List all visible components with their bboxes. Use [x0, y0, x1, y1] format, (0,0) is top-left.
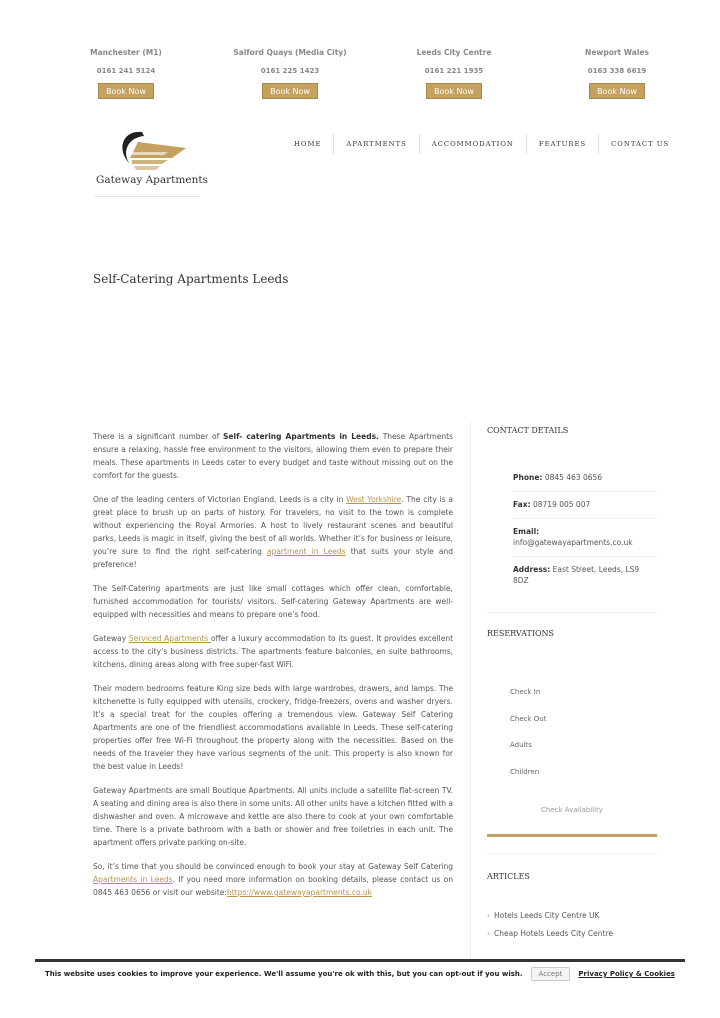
location-phone[interactable]: 0161 241 5124 — [96, 67, 156, 75]
location-phone[interactable]: 0163 338 6619 — [587, 67, 647, 75]
paragraph: Gateway Apartments are small Boutique Apartments. All units include a satellite flat-screen TV. A seating and dining area is also there in some units. All other units have a kitchen fitted with a dishwasher and oven. A microwave and kettle are also there to cook at your own comfortable time. There is a private bathroom with a bath or shower and free toiletries in each unit. The apartment offers private parking on-site. — [93, 786, 454, 847]
text: One of the leading centers of Victorian England, Leeds is a city in — [93, 495, 347, 504]
label: Email: — [513, 527, 540, 536]
book-now-button[interactable]: Book Now — [98, 83, 154, 99]
children-field[interactable]: Children — [510, 767, 540, 776]
nav-apartments[interactable]: APARTMENTS — [334, 134, 419, 154]
bold-text: Self- catering Apartments in Leeds. — [223, 432, 379, 441]
location-name: Manchester (M1) — [90, 48, 162, 57]
articles-heading: ARTICLES — [487, 872, 530, 881]
contact-list — [487, 465, 657, 594]
apartment-in-leeds-link[interactable]: apartment in Leeds — [266, 547, 346, 556]
contact-fax — [513, 492, 657, 519]
address-value: East Street, Leeds, LS9 8DZ — [513, 565, 640, 585]
privacy-policy-link[interactable]: Privacy Policy & Cookies — [578, 970, 675, 978]
reservations-heading: RESERVATIONS — [487, 629, 555, 638]
location-bar — [90, 48, 653, 108]
check-in-field[interactable]: Check In — [510, 688, 541, 696]
book-now-button[interactable]: Book Now — [589, 83, 645, 99]
location-phone[interactable]: 0161 225 1423 — [260, 67, 320, 75]
text: . If you need more information on booking details, please contact us on 0845 463 0656 or visit our website: — [93, 875, 453, 897]
main-nav — [282, 134, 681, 154]
gateway-logo-icon — [94, 128, 210, 176]
cookie-message: This website uses cookies to improve your experience. We'll assume you're ok with this, but you can opt-out if you wish. — [45, 970, 523, 978]
check-out-field[interactable]: Check Out — [510, 714, 547, 723]
divider — [487, 853, 657, 854]
paragraph — [93, 430, 453, 482]
paragraph: The Self-Catering apartments are just like small cottages which offer clean, comfortable, furnished accommodation for tourists/ visitors. Self-catering Gateway Apartments are well-equipped with necessities and means to prepare one’s food. — [93, 584, 453, 619]
location-phone[interactable]: 0161 221 1935 — [424, 67, 484, 75]
text: These Apartments ensure a relaxing, hassle free environment to the visitors, allowing them even to prepare their meals. These apartments in Leeds cater to every budget and taste without missing out on the comfort for the guests. — [93, 432, 453, 480]
column-divider — [470, 422, 471, 962]
text: that suits your style and preference! — [93, 547, 454, 569]
paragraph — [93, 860, 453, 899]
chevron-right-icon: › — [487, 928, 490, 938]
text: offer a luxury accommodation to its guest. It provides excellent access to the city’s business districts. The apartments feature balconies, en suite bathrooms, kitchens, dining areas along with free super-fast WiFi. — [93, 634, 454, 669]
location-salford — [230, 48, 350, 99]
reservation-form — [487, 688, 657, 814]
book-now-button[interactable]: Book Now — [426, 83, 482, 99]
paragraph — [93, 632, 453, 671]
book-now-button[interactable]: Book Now — [262, 83, 318, 99]
accent-bar — [487, 834, 657, 837]
location-newport — [557, 48, 677, 99]
fax-value: 08719 005 007 — [532, 500, 591, 509]
location-leeds — [394, 48, 514, 99]
article-link[interactable] — [487, 929, 657, 947]
page-title: Self-Catering Apartments Leeds — [93, 272, 289, 286]
site-logo[interactable] — [94, 128, 210, 198]
divider — [487, 612, 657, 613]
location-name: Leeds City Centre — [416, 48, 492, 57]
nav-features[interactable]: FEATURES — [527, 134, 599, 154]
location-name: Salford Quays (Media City) — [233, 48, 347, 57]
email-value[interactable]: info@gatewayapartments.co.uk — [513, 538, 633, 547]
article-list — [487, 911, 657, 946]
text: . The city is a great place to brush up on parts of history. For travelers, no visit to the town is complete without experiencing the Royal Armories. A host to lively restaurant scenes and beautiful parks, Leeds is magic in itself, giving the best of all worlds. Whether it’s for business or leisure, you’re sure to find the right self-catering — [93, 495, 453, 556]
sidebar — [487, 426, 657, 946]
text: There is a significant number of — [93, 432, 224, 441]
label: Fax: — [513, 500, 531, 509]
chevron-right-icon: › — [487, 911, 490, 920]
article-link[interactable] — [487, 911, 657, 929]
accept-cookies-button[interactable]: Accept — [531, 967, 571, 981]
adults-field[interactable]: Adults — [510, 741, 532, 749]
nav-home[interactable]: HOME — [282, 134, 334, 154]
text: So, it’s time that you should be convinced enough to book your stay at Gateway Self Catering — [93, 862, 453, 871]
contact-phone — [513, 465, 657, 492]
website-link[interactable]: https://www.gatewayapartments.co.uk — [226, 888, 372, 897]
paragraph — [93, 493, 453, 571]
brand-name: Gateway Apartments — [96, 174, 208, 186]
paragraph: Their modern bedrooms feature King size beds with large wardrobes, drawers, and lamps. The kitchenette is fully equipped with utensils, crockery, fridge-freezers, ovens and washer dryers. It’s a special treat for the couples offering a tremendous view. Gateway Self Catering Apartments are one of the friendliest accommodations available in Leeds. These self-catering properties offer free Wi-Fi throughout the property along with the necessities. Based on the needs of the traveler they have various segments of the unit. This property is also known for the best value in Leeds! — [93, 684, 453, 771]
contact-address — [513, 557, 657, 594]
location-manchester — [66, 48, 186, 99]
west-yorkshire-link[interactable]: West Yorkshire — [346, 495, 402, 504]
contact-email — [513, 519, 657, 557]
article-title[interactable]: Cheap Hotels Leeds City Centre — [494, 928, 613, 938]
apartments-in-leeds-link[interactable]: Apartments in Leeds — [93, 875, 173, 884]
serviced-apartments-link[interactable]: Serviced Apartments — [128, 634, 211, 643]
contact-details-heading: CONTACT DETAILS — [487, 426, 569, 435]
label: Phone: — [513, 473, 543, 482]
logo-divider — [94, 196, 200, 197]
nav-contact-us[interactable]: CONTACT US — [611, 140, 670, 148]
location-name: Newport Wales — [585, 48, 649, 57]
cookie-banner — [35, 959, 685, 986]
text: Gateway — [93, 634, 129, 643]
article-title[interactable]: Hotels Leeds City Centre UK — [494, 911, 600, 920]
label: Address: — [513, 565, 551, 574]
article-content — [93, 430, 453, 910]
phone-value[interactable]: 0845 463 0656 — [544, 473, 603, 482]
check-availability-button[interactable]: Check Availability — [541, 806, 603, 814]
nav-accommodation[interactable]: ACCOMMODATION — [420, 134, 527, 154]
